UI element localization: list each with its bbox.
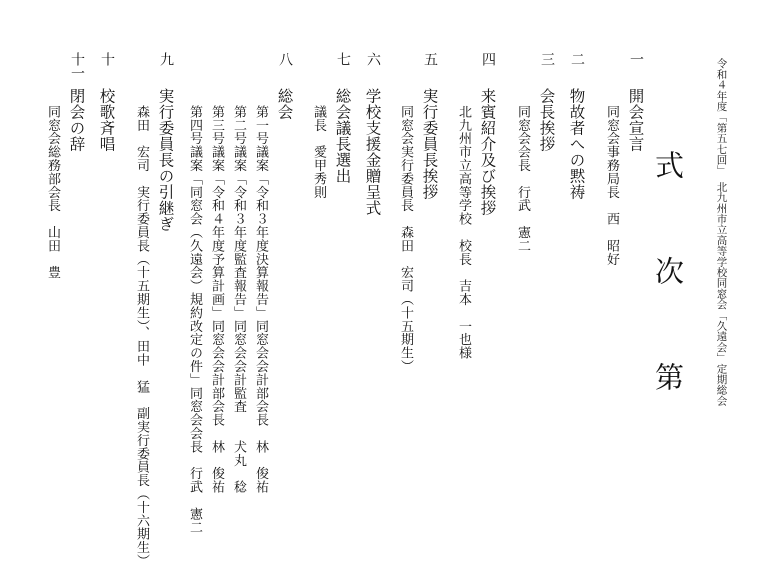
item-label: 来賓紹介及び挨拶 <box>478 88 497 216</box>
agenda-motion-3: 第三号議案「令和４年度予算計画」同窓会会計部会長 林 俊祐 <box>209 105 224 494</box>
item-label: 開会宣言 <box>626 88 645 152</box>
item-label: 学校支援金贈呈式 <box>363 88 382 216</box>
item-number: 十 <box>99 52 115 66</box>
item-number: 九 <box>158 52 174 66</box>
item-label: 実行委員長の引継ぎ <box>156 88 175 232</box>
agenda-motion-2: 第二号議案「令和３年度監査報告」同窓会会計監査 犬丸 稔 <box>231 105 246 494</box>
item-detail: 同窓会会長 行武 憲二 <box>515 105 530 253</box>
item-detail: 森田 宏司 実行委員長（十五期生）、田中 猛 副実行委員長（十六期生） <box>134 105 149 568</box>
item-label: 総会議長選出 <box>333 88 352 184</box>
item-number: 七 <box>335 52 351 66</box>
document-header: 令和４年度「第五七回」 北九州市立高等学校同窓会「久遠会」定期総会 <box>715 58 728 406</box>
item-number: 五 <box>422 52 438 66</box>
page-title: 式 次 第 <box>651 150 685 415</box>
item-label: 校歌斉唱 <box>97 88 116 152</box>
item-number: 十一 <box>69 52 85 80</box>
item-number: 四 <box>480 52 496 66</box>
item-detail: 同窓会事務局長 西 昭好 <box>604 105 619 266</box>
item-number: 一 <box>628 52 644 66</box>
item-detail: 北九州市立高等学校 校長 吉本 一也様 <box>456 105 471 360</box>
item-label: 閉会の辞 <box>67 88 86 152</box>
item-label: 総会 <box>275 88 294 120</box>
item-detail: 議長 愛甲秀則 <box>311 105 326 199</box>
item-number: 八 <box>277 52 293 66</box>
item-number: 二 <box>569 52 585 66</box>
agenda-motion-4: 第四号議案「同窓会（久遠会）規約改定の件」同窓会会長 行武 憲二 <box>187 105 202 534</box>
item-label: 物故者への黙祷 <box>567 88 586 200</box>
item-detail: 同窓会実行委員長 森田 宏司（十五期生） <box>398 105 413 373</box>
item-label: 会長挨拶 <box>537 88 556 152</box>
item-number: 六 <box>365 52 381 66</box>
item-detail: 同窓会総務部会長 山田 豊 <box>45 105 60 280</box>
item-number: 三 <box>539 52 555 66</box>
agenda-motion-1: 第一号議案「令和３年度決算報告」同窓会会計部会長 林 俊祐 <box>253 105 268 494</box>
item-label: 実行委員長挨拶 <box>420 88 439 200</box>
